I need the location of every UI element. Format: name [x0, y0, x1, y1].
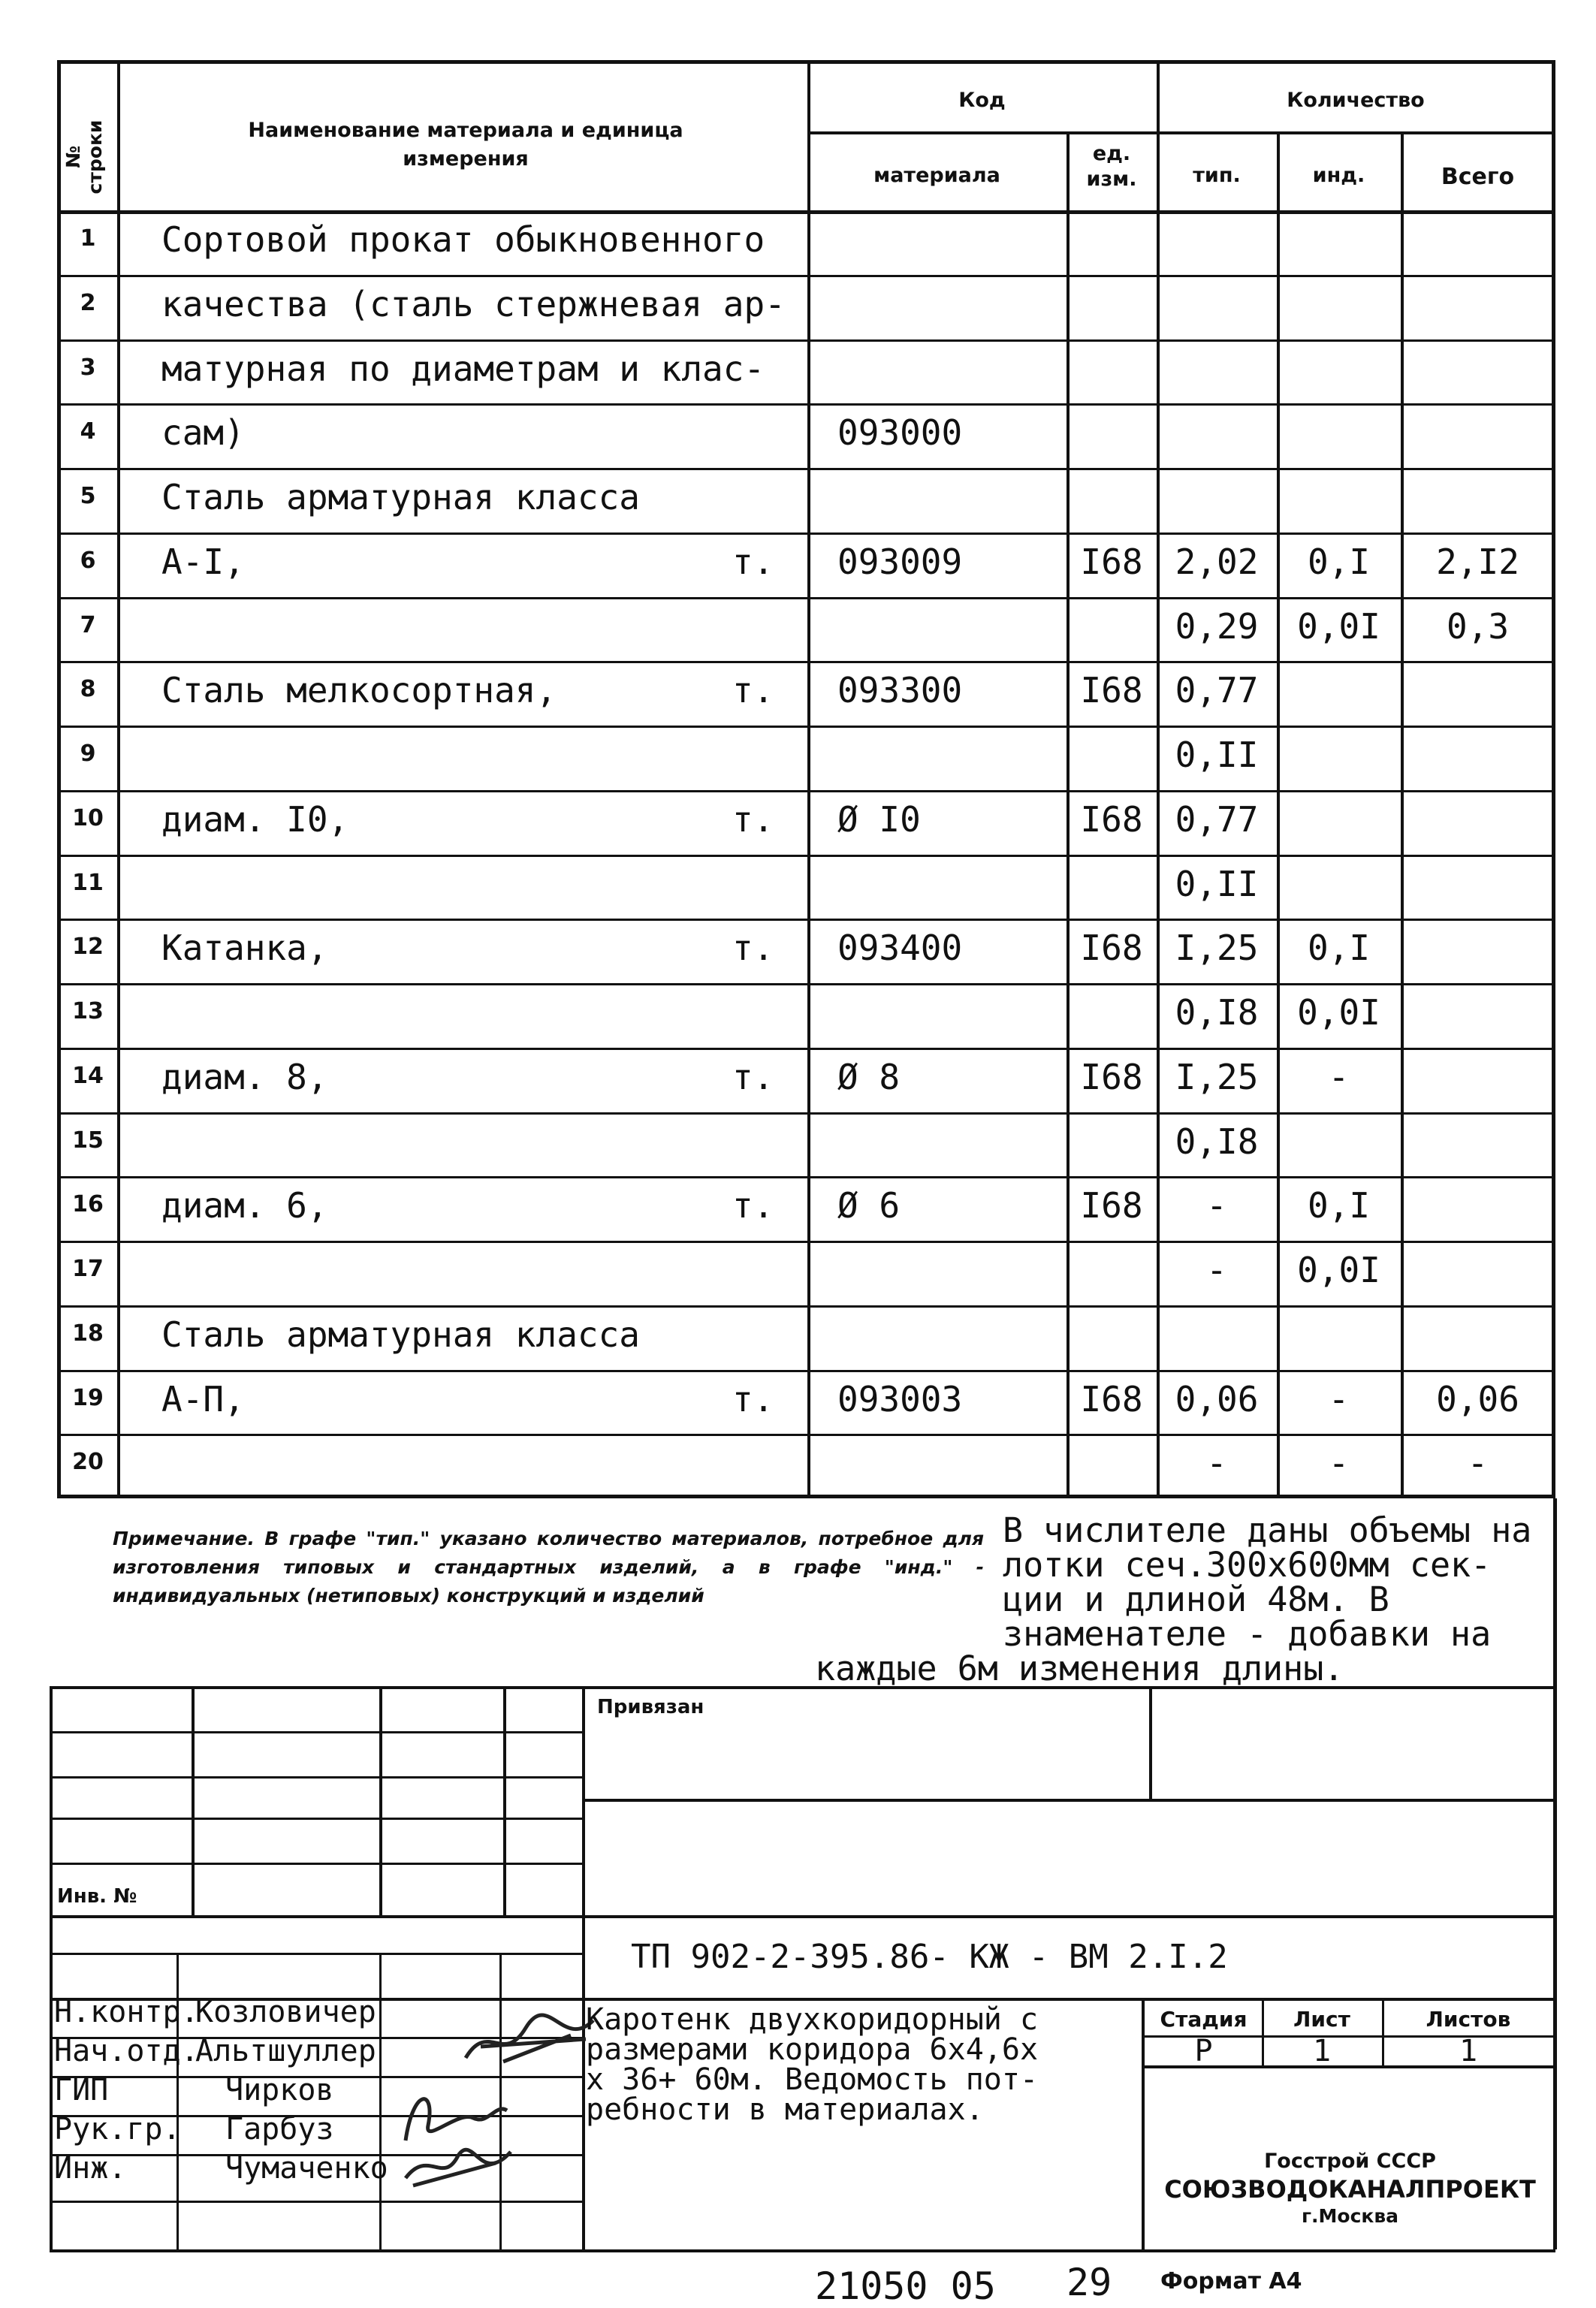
unit-label: т. — [732, 928, 774, 969]
row-number: 6 — [80, 547, 96, 574]
note-typed-line-5: каждые 6м изменения длины. — [815, 1649, 1344, 1688]
footer-page: 29 — [1067, 2261, 1112, 2304]
footer-format: Формат А4 — [1160, 2268, 1302, 2294]
qty-ind: - — [1328, 1056, 1350, 1097]
qty-ind: 0,I — [1307, 541, 1371, 582]
row-number: 8 — [80, 676, 96, 703]
qty-ind: - — [1328, 1443, 1350, 1484]
stamp-line — [50, 2201, 582, 2203]
document-code: ТП 902-2-395.86- КЖ - ВМ 2.I.2 — [631, 1938, 1228, 1976]
row-divider — [57, 919, 1555, 921]
note-typed-line-4: знаменателе - добавки на — [1003, 1614, 1492, 1654]
material-code: 093400 — [837, 928, 963, 969]
stamp-line — [50, 1776, 582, 1779]
qty-typ: - — [1206, 1443, 1227, 1484]
org-line-1: Госстрой СССР — [1264, 2150, 1436, 2173]
description-line-4: ребности в материалах. — [586, 2092, 984, 2127]
qty-typ: 0,77 — [1175, 670, 1259, 711]
qty-typ: I,25 — [1175, 928, 1259, 969]
note-printed: Примечание. В графе "тип." указано количество материалов, потребное для изготовления типовых и стандартных изделий, а в графе "инд." - индивидуальных (нетиповых) конструкций и изделий — [113, 1528, 984, 1607]
stage-line — [1382, 1998, 1384, 2065]
footer-number: 21050 05 — [815, 2264, 996, 2308]
staff-name-5: Чумаченко — [225, 2151, 388, 2186]
org-line-3: г.Москва — [1301, 2205, 1399, 2227]
org-line-2: СОЮЗВОДОКАНАЛПРОЕКТ — [1164, 2175, 1536, 2204]
qty-typ: 0,I8 — [1175, 1121, 1259, 1162]
qty-typ: - — [1206, 1185, 1227, 1226]
privyazan-line — [1149, 1686, 1152, 1799]
staff-role-1: Н.контр. — [54, 1995, 199, 2029]
row-divider — [57, 1048, 1555, 1050]
material-name: диам. 8, — [161, 1056, 328, 1097]
row-divider — [57, 726, 1555, 728]
staff-role-2: Нач.отд. — [54, 2034, 199, 2068]
material-name: Сталь арматурная класса — [161, 477, 640, 517]
qty-ind: - — [1328, 1378, 1350, 1419]
material-name: матурная по диаметрам и клас- — [161, 348, 765, 389]
title-line — [50, 1686, 53, 2249]
stamp-line — [50, 1915, 1555, 1918]
material-name: качества (сталь стержневая ар- — [161, 283, 786, 324]
header-typ: тип. — [1193, 164, 1241, 187]
row-divider — [57, 1176, 1555, 1178]
row-number: 18 — [72, 1320, 104, 1347]
stage-value: Р — [1194, 2034, 1213, 2068]
qty-ind: 0,0I — [1297, 992, 1380, 1033]
row-number: 7 — [80, 611, 96, 638]
stamp-line — [503, 1686, 506, 1915]
material-name: диам. 6, — [161, 1185, 328, 1226]
qty-ind: 0,I — [1307, 928, 1371, 969]
row-number: 1 — [80, 225, 96, 252]
header-name: Наименование материала и единица измерения — [248, 119, 683, 170]
header-unit: ед. изм. — [1086, 142, 1137, 191]
material-name: Сталь арматурная класса — [161, 1314, 640, 1355]
staff-role-5: Инж. — [54, 2151, 127, 2186]
header-line — [57, 210, 1555, 214]
title-line — [50, 1686, 1555, 1689]
signature-3 — [398, 2133, 518, 2193]
staff-role-4: Рук.гр. — [54, 2112, 181, 2147]
material-code: 093003 — [837, 1378, 963, 1419]
sheets-label: Листов — [1426, 2007, 1511, 2032]
qty-typ: 0,06 — [1175, 1378, 1259, 1419]
row-divider — [57, 1241, 1555, 1243]
stamp-line — [379, 1953, 382, 2249]
row-number: 13 — [72, 998, 104, 1024]
unit-code: I68 — [1080, 670, 1143, 711]
header-row-no: № строки — [62, 119, 106, 195]
row-number: 3 — [80, 354, 96, 381]
unit-code: I68 — [1080, 798, 1143, 840]
qty-total: 0,06 — [1436, 1378, 1519, 1419]
staff-name-2: Альтшуллер — [195, 2034, 376, 2068]
signature-1 — [458, 2005, 601, 2073]
row-divider — [57, 1112, 1555, 1115]
row-divider — [57, 1434, 1555, 1436]
unit-label: т. — [732, 1378, 774, 1419]
row-divider — [57, 339, 1555, 342]
title-line — [1553, 1498, 1557, 2249]
qty-typ: 0,II — [1175, 863, 1259, 904]
stamp-line — [379, 1686, 382, 1915]
inv-label: Инв. № — [57, 1885, 137, 1908]
unit-code: I68 — [1080, 928, 1143, 969]
unit-label: т. — [732, 798, 774, 840]
row-number: 4 — [80, 418, 96, 445]
material-name: диам. I0, — [161, 798, 349, 840]
qty-typ: 2,02 — [1175, 541, 1259, 582]
description-line-3: х 36+ 60м. Ведомость пот- — [586, 2062, 1039, 2097]
row-divider — [57, 597, 1555, 599]
stamp-line — [50, 1818, 582, 1820]
header-ind: инд. — [1312, 164, 1365, 187]
material-code: Ø I0 — [837, 798, 921, 840]
stamp-line — [50, 1731, 582, 1733]
qty-total: - — [1467, 1443, 1489, 1484]
qty-ind: 0,0I — [1297, 1250, 1380, 1290]
qty-typ: 0,77 — [1175, 798, 1259, 840]
stage-line — [1262, 1998, 1264, 2065]
material-code: 093300 — [837, 670, 963, 711]
qty-typ: I,25 — [1175, 1056, 1259, 1097]
privyazan-label: Привязан — [597, 1696, 704, 1718]
row-number: 14 — [72, 1062, 104, 1089]
row-number: 12 — [72, 934, 104, 961]
row-divider — [57, 1370, 1555, 1372]
header-quantity: Количество — [1287, 89, 1425, 112]
row-divider — [57, 532, 1555, 535]
material-name: А-I, — [161, 541, 245, 582]
row-number: 5 — [80, 483, 96, 509]
material-name: А-П, — [161, 1378, 245, 1419]
sheet-value: 1 — [1312, 2034, 1332, 2068]
row-divider — [57, 275, 1555, 277]
row-number: 2 — [80, 289, 96, 316]
material-name: Сортовой прокат обыкновенного — [161, 219, 765, 260]
qty-typ: 0,29 — [1175, 605, 1259, 647]
row-number: 15 — [72, 1127, 104, 1154]
row-number: 10 — [72, 804, 104, 831]
row-divider — [57, 468, 1555, 470]
unit-label: т. — [732, 1185, 774, 1226]
col-line — [1401, 131, 1404, 1498]
qty-typ: 0,I8 — [1175, 992, 1259, 1033]
header-line — [807, 131, 1555, 134]
description-line-1: Каротенк двухкоридорный с — [586, 2002, 1039, 2037]
header-code: Код — [958, 89, 1006, 112]
row-divider — [57, 1305, 1555, 1308]
note-typed-line-2: лотки сеч.300х600мм сек- — [1003, 1545, 1492, 1585]
unit-label: т. — [732, 670, 774, 711]
unit-code: I68 — [1080, 1185, 1143, 1226]
stamp-line — [192, 1686, 195, 1915]
staff-name-4: Гарбуз — [225, 2112, 334, 2147]
qty-typ: - — [1206, 1250, 1227, 1290]
sheet-label: Лист — [1293, 2007, 1350, 2032]
note-typed-line-1: В числителе даны объемы на — [1003, 1510, 1532, 1550]
material-code: Ø 6 — [837, 1185, 901, 1226]
row-divider — [57, 403, 1555, 406]
staff-name-3: Чирков — [225, 2073, 334, 2107]
row-number: 9 — [80, 741, 96, 767]
qty-total: 2,I2 — [1436, 541, 1519, 582]
row-number: 20 — [72, 1449, 104, 1476]
unit-code: I68 — [1080, 541, 1143, 582]
header-total: Всего — [1441, 164, 1515, 190]
row-divider — [57, 855, 1555, 857]
qty-ind: 0,0I — [1297, 605, 1380, 647]
description-line-2: размерами коридора 6х4,6х — [586, 2032, 1039, 2067]
qty-typ: 0,II — [1175, 735, 1259, 775]
row-number: 16 — [72, 1191, 104, 1218]
staff-role-3: ГИП — [54, 2073, 109, 2107]
stamp-line — [582, 1686, 585, 2249]
material-code: 093009 — [837, 541, 963, 582]
row-divider — [57, 790, 1555, 792]
staff-name-1: Козловичер — [195, 1995, 376, 2029]
unit-code: I68 — [1080, 1056, 1143, 1097]
unit-label: т. — [732, 541, 774, 582]
qty-ind: 0,I — [1307, 1185, 1371, 1226]
material-code: 093000 — [837, 412, 963, 454]
sheets-value: 1 — [1459, 2034, 1478, 2068]
row-divider — [57, 661, 1555, 663]
unit-code: I68 — [1080, 1378, 1143, 1419]
stage-label: Стадия — [1160, 2007, 1248, 2032]
row-number: 17 — [72, 1256, 104, 1282]
material-code: Ø 8 — [837, 1056, 901, 1097]
material-name: Катанка, — [161, 928, 328, 969]
col-line — [1277, 131, 1280, 1498]
row-number: 11 — [72, 869, 104, 896]
row-divider — [57, 983, 1555, 985]
material-name: сам) — [161, 412, 245, 454]
note-typed-line-3: ции и длиной 48м. В — [1003, 1579, 1389, 1619]
row-number: 19 — [72, 1384, 104, 1411]
qty-total: 0,3 — [1446, 605, 1510, 647]
header-material: материала — [873, 164, 1000, 187]
stamp-line — [50, 1953, 582, 1955]
unit-label: т. — [732, 1056, 774, 1097]
title-line — [50, 2249, 1555, 2252]
stamp-line — [50, 1863, 582, 1865]
privyazan-line — [582, 1799, 1555, 1802]
material-name: Сталь мелкосортная, — [161, 670, 557, 711]
